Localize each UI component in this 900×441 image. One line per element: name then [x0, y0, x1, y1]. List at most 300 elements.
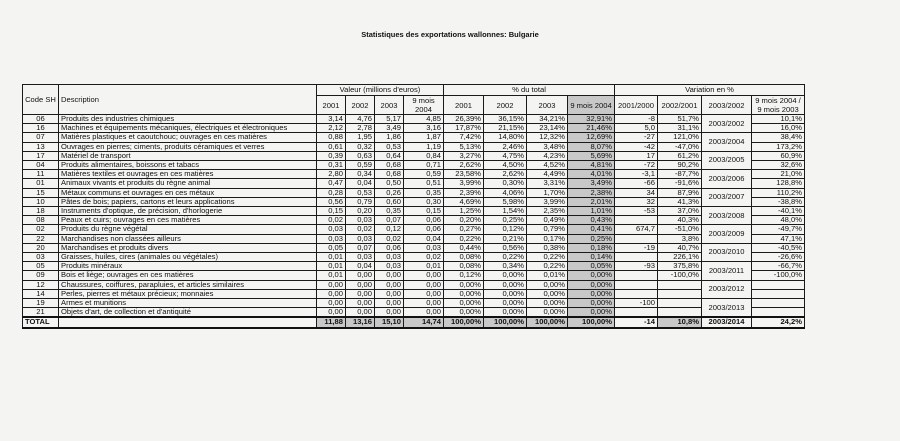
row-value: 0,06 — [404, 225, 444, 234]
row-pct: 0,00% — [527, 289, 568, 298]
row-var-2002: -100,0% — [658, 271, 702, 280]
header-value-group: Valeur (millions d'euros) — [317, 85, 444, 96]
row-pct: 0,17% — [527, 234, 568, 243]
row-description: Marchandises non classées ailleurs — [59, 234, 317, 243]
row-value: 0,00 — [404, 271, 444, 280]
row-value: 0,02 — [375, 234, 404, 243]
row-value: 1,86 — [375, 133, 404, 142]
row-value: 0,00 — [404, 280, 444, 289]
row-var-2002: 41,3% — [658, 197, 702, 206]
row-period-label: 2003/2008 — [702, 207, 752, 225]
row-description: Métaux communs et ouvrages en ces métaux — [59, 188, 317, 197]
row-code: 15 — [23, 188, 59, 197]
row-pct: 0,30% — [484, 179, 527, 188]
row-var-9mois: 38,4% — [752, 133, 805, 142]
table-row — [23, 289, 805, 298]
row-value: 0,32 — [346, 142, 375, 151]
row-description: Produits des industries chimiques — [59, 115, 317, 124]
row-value: 0,07 — [346, 243, 375, 252]
row-pct: 0,79% — [527, 225, 568, 234]
row-code: 02 — [23, 225, 59, 234]
row-pct: 26,39% — [444, 115, 484, 124]
row-var-2002: -47,0% — [658, 142, 702, 151]
row-value: 0,35 — [404, 188, 444, 197]
header-var-col: 2003/2002 — [702, 96, 752, 115]
row-var-2001: 32 — [615, 197, 658, 206]
row-pct: 0,05% — [568, 262, 615, 271]
row-var-2001: -53 — [615, 207, 658, 216]
row-value: 0,01 — [404, 262, 444, 271]
row-var-2001: -19 — [615, 243, 658, 252]
row-var-9mois: 32,6% — [752, 161, 805, 170]
row-value: 0,04 — [346, 262, 375, 271]
row-value: 0,06 — [404, 216, 444, 225]
table-row — [23, 151, 805, 160]
row-pct: 4,52% — [527, 161, 568, 170]
row-pct: 0,41% — [568, 225, 615, 234]
row-description: Pâtes de bois; papiers, cartons et leurs applications — [59, 197, 317, 206]
row-pct: 5,69% — [568, 151, 615, 160]
row-description: Matières textiles et ouvrages en ces matières — [59, 170, 317, 179]
row-value: 0,02 — [317, 216, 346, 225]
row-period-label: 2003/2002 — [702, 115, 752, 133]
total-pct: 100,00% — [444, 317, 484, 327]
row-pct: 0,00% — [444, 308, 484, 318]
row-code: 10 — [23, 197, 59, 206]
row-pct: 0,08% — [444, 253, 484, 262]
row-var-2001 — [615, 253, 658, 262]
row-code: 19 — [23, 299, 59, 308]
row-value: 0,03 — [404, 243, 444, 252]
row-pct: 4,69% — [444, 197, 484, 206]
header-row-groups — [23, 85, 805, 96]
row-value: 0,00 — [346, 271, 375, 280]
table-row — [23, 299, 805, 308]
row-value: 0,47 — [317, 179, 346, 188]
row-code: 06 — [23, 115, 59, 124]
row-code: 17 — [23, 151, 59, 160]
row-description: Instruments d'optique, de précision, d'horlogerie — [59, 207, 317, 216]
row-pct: 0,00% — [527, 280, 568, 289]
row-pct: 8,07% — [568, 142, 615, 151]
row-value: 0,15 — [317, 207, 346, 216]
row-pct: 4,01% — [568, 170, 615, 179]
row-pct: 0,21% — [484, 234, 527, 243]
row-description: Animaux vivants et produits du règne animal — [59, 179, 317, 188]
row-code: 12 — [23, 280, 59, 289]
row-var-9mois: 48,0% — [752, 216, 805, 225]
row-var-9mois: 60,9% — [752, 151, 805, 160]
total-var-2002: 10,8% — [658, 317, 702, 327]
row-pct: 0,38% — [527, 243, 568, 252]
row-value: 0,00 — [346, 280, 375, 289]
row-period-label: 2003/2004 — [702, 133, 752, 151]
row-var-9mois: 21,0% — [752, 170, 805, 179]
row-value: 0,00 — [317, 299, 346, 308]
row-code: 13 — [23, 142, 59, 151]
row-value: 0,26 — [375, 188, 404, 197]
row-period-label: 2003/2011 — [702, 262, 752, 280]
row-value: 0,59 — [346, 161, 375, 170]
row-value: 0,04 — [404, 234, 444, 243]
row-pct: 0,22% — [527, 262, 568, 271]
row-description: Peaux et cuirs; ouvrages en ces matières — [59, 216, 317, 225]
row-pct: 0,00% — [484, 289, 527, 298]
row-value: 0,03 — [346, 234, 375, 243]
row-pct: 0,22% — [484, 253, 527, 262]
row-var-9mois — [752, 308, 805, 318]
row-description: Perles, pierres et métaux précieux; monnaies — [59, 289, 317, 298]
row-value: 0,34 — [346, 170, 375, 179]
row-value: 0,03 — [317, 225, 346, 234]
row-value: 0,00 — [346, 308, 375, 318]
row-pct: 23,58% — [444, 170, 484, 179]
total-value: 14,74 — [404, 317, 444, 327]
row-pct: 21,46% — [568, 124, 615, 133]
row-var-9mois: -40,5% — [752, 243, 805, 252]
row-value: 0,04 — [346, 179, 375, 188]
row-pct: 4,23% — [527, 151, 568, 160]
row-pct: 0,00% — [568, 289, 615, 298]
row-description: Graisses, huiles, cires (animales ou végétales) — [59, 253, 317, 262]
row-value: 0,35 — [375, 207, 404, 216]
row-var-2001: -72 — [615, 161, 658, 170]
row-value: 0,12 — [375, 225, 404, 234]
table-row — [23, 124, 805, 133]
row-value: 0,63 — [346, 151, 375, 160]
row-value: 0,59 — [404, 170, 444, 179]
row-value: 0,68 — [375, 170, 404, 179]
row-value: 0,53 — [375, 142, 404, 151]
row-var-2002: 31,1% — [658, 124, 702, 133]
header-pct-group: % du total — [444, 85, 615, 96]
row-pct: 36,15% — [484, 115, 527, 124]
row-code: 20 — [23, 243, 59, 252]
header-var-col: 9 mois 2004 / 9 mois 2003 — [752, 96, 805, 115]
row-pct: 0,00% — [527, 308, 568, 318]
row-code: 07 — [23, 133, 59, 142]
row-value: 0,00 — [404, 299, 444, 308]
row-value: 0,02 — [404, 253, 444, 262]
row-value: 0,03 — [375, 262, 404, 271]
row-pct: 0,18% — [568, 243, 615, 252]
row-code: 14 — [23, 289, 59, 298]
row-value: 0,00 — [375, 280, 404, 289]
row-var-9mois: 110,2% — [752, 188, 805, 197]
row-var-2002: 226,1% — [658, 253, 702, 262]
row-var-2002 — [658, 289, 702, 298]
row-pct: 0,00% — [444, 299, 484, 308]
row-pct: 12,69% — [568, 133, 615, 142]
row-var-9mois — [752, 280, 805, 289]
row-description: Matériel de transport — [59, 151, 317, 160]
table-row — [23, 170, 805, 179]
row-value: 1,19 — [404, 142, 444, 151]
row-pct: 2,46% — [484, 142, 527, 151]
row-period-label: 2003/2014 — [702, 317, 752, 327]
row-value: 0,56 — [317, 197, 346, 206]
row-var-2002: -87,7% — [658, 170, 702, 179]
row-pct: 3,99% — [444, 179, 484, 188]
row-var-2002: 61,2% — [658, 151, 702, 160]
row-code: 01 — [23, 179, 59, 188]
table-row — [23, 197, 805, 206]
table-row — [23, 133, 805, 142]
row-var-2001: -3,1 — [615, 170, 658, 179]
row-value: 0,00 — [375, 299, 404, 308]
row-value: 0,79 — [346, 197, 375, 206]
row-value: 0,05 — [317, 243, 346, 252]
table-row — [23, 271, 805, 280]
row-pct: 0,08% — [444, 262, 484, 271]
row-pct: 2,35% — [527, 207, 568, 216]
row-value: 0,00 — [317, 280, 346, 289]
row-pct: 3,49% — [568, 179, 615, 188]
row-pct: 0,00% — [484, 280, 527, 289]
row-value: 4,85 — [404, 115, 444, 124]
row-var-9mois: -49,7% — [752, 225, 805, 234]
row-pct: 0,49% — [527, 216, 568, 225]
row-value: 0,50 — [375, 179, 404, 188]
row-value: 0,00 — [346, 299, 375, 308]
row-pct: 0,22% — [527, 253, 568, 262]
row-pct: 0,00% — [568, 299, 615, 308]
row-pct: 0,34% — [484, 262, 527, 271]
row-value: 0,88 — [317, 133, 346, 142]
table-row — [23, 115, 805, 124]
row-value: 0,00 — [375, 308, 404, 318]
row-value: 3,49 — [375, 124, 404, 133]
row-var-2001: -66 — [615, 179, 658, 188]
row-var-2002: 3,8% — [658, 234, 702, 243]
row-value: 0,61 — [317, 142, 346, 151]
row-pct: 0,00% — [527, 299, 568, 308]
row-pct: 5,98% — [484, 197, 527, 206]
row-pct: 0,12% — [444, 271, 484, 280]
row-pct: 4,50% — [484, 161, 527, 170]
row-value: 0,28 — [317, 188, 346, 197]
row-pct: 3,27% — [444, 151, 484, 160]
row-period-label: 2003/2013 — [702, 299, 752, 318]
row-var-9mois: 47,1% — [752, 234, 805, 243]
row-code: 03 — [23, 253, 59, 262]
row-var-9mois: 10,1% — [752, 115, 805, 124]
total-pct: 100,00% — [484, 317, 527, 327]
row-value: 0,71 — [404, 161, 444, 170]
row-pct: 1,70% — [527, 188, 568, 197]
row-description: Matières plastiques et caoutchouc; ouvrages en ces matières — [59, 133, 317, 142]
row-pct: 0,12% — [484, 225, 527, 234]
row-var-2001: -93 — [615, 262, 658, 271]
export-table — [22, 84, 805, 329]
row-pct: 23,14% — [527, 124, 568, 133]
row-var-2001: -100 — [615, 299, 658, 308]
row-period-label: 2003/2012 — [702, 280, 752, 298]
row-var-2001 — [615, 289, 658, 298]
row-var-2002: 375,8% — [658, 262, 702, 271]
row-var-9mois: -38,8% — [752, 197, 805, 206]
row-pct: 0,22% — [444, 234, 484, 243]
row-var-9mois: 173,2% — [752, 142, 805, 151]
row-value: 0,03 — [346, 216, 375, 225]
row-pct: 0,56% — [484, 243, 527, 252]
row-var-2002: 87,9% — [658, 188, 702, 197]
row-var-2001: -8 — [615, 115, 658, 124]
row-var-2001 — [615, 234, 658, 243]
row-code: 08 — [23, 216, 59, 225]
row-pct: 21,15% — [484, 124, 527, 133]
row-value: 0,51 — [404, 179, 444, 188]
row-description: Produits du règne végétal — [59, 225, 317, 234]
row-var-2002: -91,6% — [658, 179, 702, 188]
row-pct: 0,44% — [444, 243, 484, 252]
table-row — [23, 280, 805, 289]
header-value-col: 2003 — [375, 96, 404, 115]
row-var-9mois — [752, 299, 805, 308]
table-row — [23, 188, 805, 197]
row-var-2002: 37,0% — [658, 207, 702, 216]
row-value: 0,00 — [317, 308, 346, 318]
row-pct: 0,00% — [444, 289, 484, 298]
header-pct-col: 2001 — [444, 96, 484, 115]
total-row — [23, 317, 805, 327]
table-row — [23, 216, 805, 225]
row-pct: 1,54% — [484, 207, 527, 216]
row-pct: 0,00% — [568, 280, 615, 289]
row-code: 11 — [23, 170, 59, 179]
row-period-label: 2003/2007 — [702, 188, 752, 206]
total-description — [59, 317, 317, 327]
row-value: 3,16 — [404, 124, 444, 133]
row-value: 0,00 — [346, 289, 375, 298]
row-var-2002: 90,2% — [658, 161, 702, 170]
row-value: 0,03 — [346, 253, 375, 262]
total-value: 15,10 — [375, 317, 404, 327]
header-variation-group: Variation en % — [615, 85, 805, 96]
table-row — [23, 142, 805, 151]
header-value-col: 2002 — [346, 96, 375, 115]
row-description: Bois et liège; ouvrages en ces matières — [59, 271, 317, 280]
row-value: 2,80 — [317, 170, 346, 179]
row-value: 0,53 — [346, 188, 375, 197]
row-pct: 0,20% — [444, 216, 484, 225]
row-value: 0,01 — [317, 253, 346, 262]
row-period-label: 2003/2009 — [702, 225, 752, 243]
total-var-2001: -14 — [615, 317, 658, 327]
row-var-2002: 51,7% — [658, 115, 702, 124]
row-value: 0,00 — [375, 289, 404, 298]
row-value: 0,00 — [375, 271, 404, 280]
row-description: Objets d'art, de collection et d'antiquité — [59, 308, 317, 318]
row-pct: 0,00% — [568, 308, 615, 318]
row-value: 0,84 — [404, 151, 444, 160]
row-value: 0,39 — [317, 151, 346, 160]
row-value: 1,87 — [404, 133, 444, 142]
row-var-9mois: -66,7% — [752, 262, 805, 271]
row-pct: 2,62% — [444, 161, 484, 170]
row-code: 04 — [23, 161, 59, 170]
total-value: 11,88 — [317, 317, 346, 327]
row-pct: 4,49% — [527, 170, 568, 179]
row-pct: 0,00% — [568, 271, 615, 280]
row-pct: 1,25% — [444, 207, 484, 216]
row-pct: 4,81% — [568, 161, 615, 170]
row-code: 18 — [23, 207, 59, 216]
row-value: 0,03 — [375, 253, 404, 262]
row-value: 0,68 — [375, 161, 404, 170]
row-code: 16 — [23, 124, 59, 133]
row-pct: 3,31% — [527, 179, 568, 188]
row-pct: 2,01% — [568, 197, 615, 206]
row-var-2002: 121,0% — [658, 133, 702, 142]
row-var-9mois: -40,1% — [752, 207, 805, 216]
row-value: 3,14 — [317, 115, 346, 124]
row-description: Ouvrages en pierres; ciments, produits céramiques et verres — [59, 142, 317, 151]
row-description: Produits alimentaires, boissons et tabacs — [59, 161, 317, 170]
row-pct: 0,25% — [568, 234, 615, 243]
row-description: Machines et équipements mécaniques, électriques et électroniques — [59, 124, 317, 133]
row-pct: 0,00% — [484, 299, 527, 308]
row-var-2002 — [658, 308, 702, 318]
row-pct: 7,42% — [444, 133, 484, 142]
row-var-2002: 40,7% — [658, 243, 702, 252]
table-row — [23, 207, 805, 216]
row-var-9mois — [752, 289, 805, 298]
row-var-2001: 5,0 — [615, 124, 658, 133]
row-var-2001: 674,7 — [615, 225, 658, 234]
row-code: 22 — [23, 234, 59, 243]
header-var-col: 2002/2001 — [658, 96, 702, 115]
row-var-2001 — [615, 308, 658, 318]
total-pct: 100,00% — [527, 317, 568, 327]
header-code: Code SH — [23, 85, 59, 115]
row-value: 0,15 — [404, 207, 444, 216]
row-pct: 0,14% — [568, 253, 615, 262]
row-var-2002: -51,0% — [658, 225, 702, 234]
row-value: 0,01 — [317, 271, 346, 280]
header-pct-col: 2002 — [484, 96, 527, 115]
row-period-label: 2003/2010 — [702, 243, 752, 261]
header-description: Description — [59, 85, 317, 115]
table-row — [23, 161, 805, 170]
row-pct: 0,00% — [484, 308, 527, 318]
table-row — [23, 234, 805, 243]
row-value: 5,17 — [375, 115, 404, 124]
row-description: Chaussures, coiffures, parapluies, et articles similaires — [59, 280, 317, 289]
header-var-col: 2001/2000 — [615, 96, 658, 115]
row-var-9mois: -26,6% — [752, 253, 805, 262]
row-var-2001 — [615, 216, 658, 225]
row-value: 0,30 — [404, 197, 444, 206]
total-label: TOTAL — [23, 317, 59, 327]
row-var-9mois: 16,0% — [752, 124, 805, 133]
row-pct: 1,01% — [568, 207, 615, 216]
row-pct: 4,06% — [484, 188, 527, 197]
row-pct: 12,32% — [527, 133, 568, 142]
row-value: 0,31 — [317, 161, 346, 170]
row-value: 0,64 — [375, 151, 404, 160]
row-value: 0,02 — [346, 225, 375, 234]
row-period-label: 2003/2006 — [702, 170, 752, 188]
row-var-2001 — [615, 271, 658, 280]
row-pct: 34,21% — [527, 115, 568, 124]
row-code: 09 — [23, 271, 59, 280]
row-var-2001: -27 — [615, 133, 658, 142]
row-pct: 4,75% — [484, 151, 527, 160]
table-row — [23, 179, 805, 188]
row-pct: 0,00% — [444, 280, 484, 289]
page-title: Statistiques des exportations wallonnes: Bulgarie — [361, 30, 539, 39]
